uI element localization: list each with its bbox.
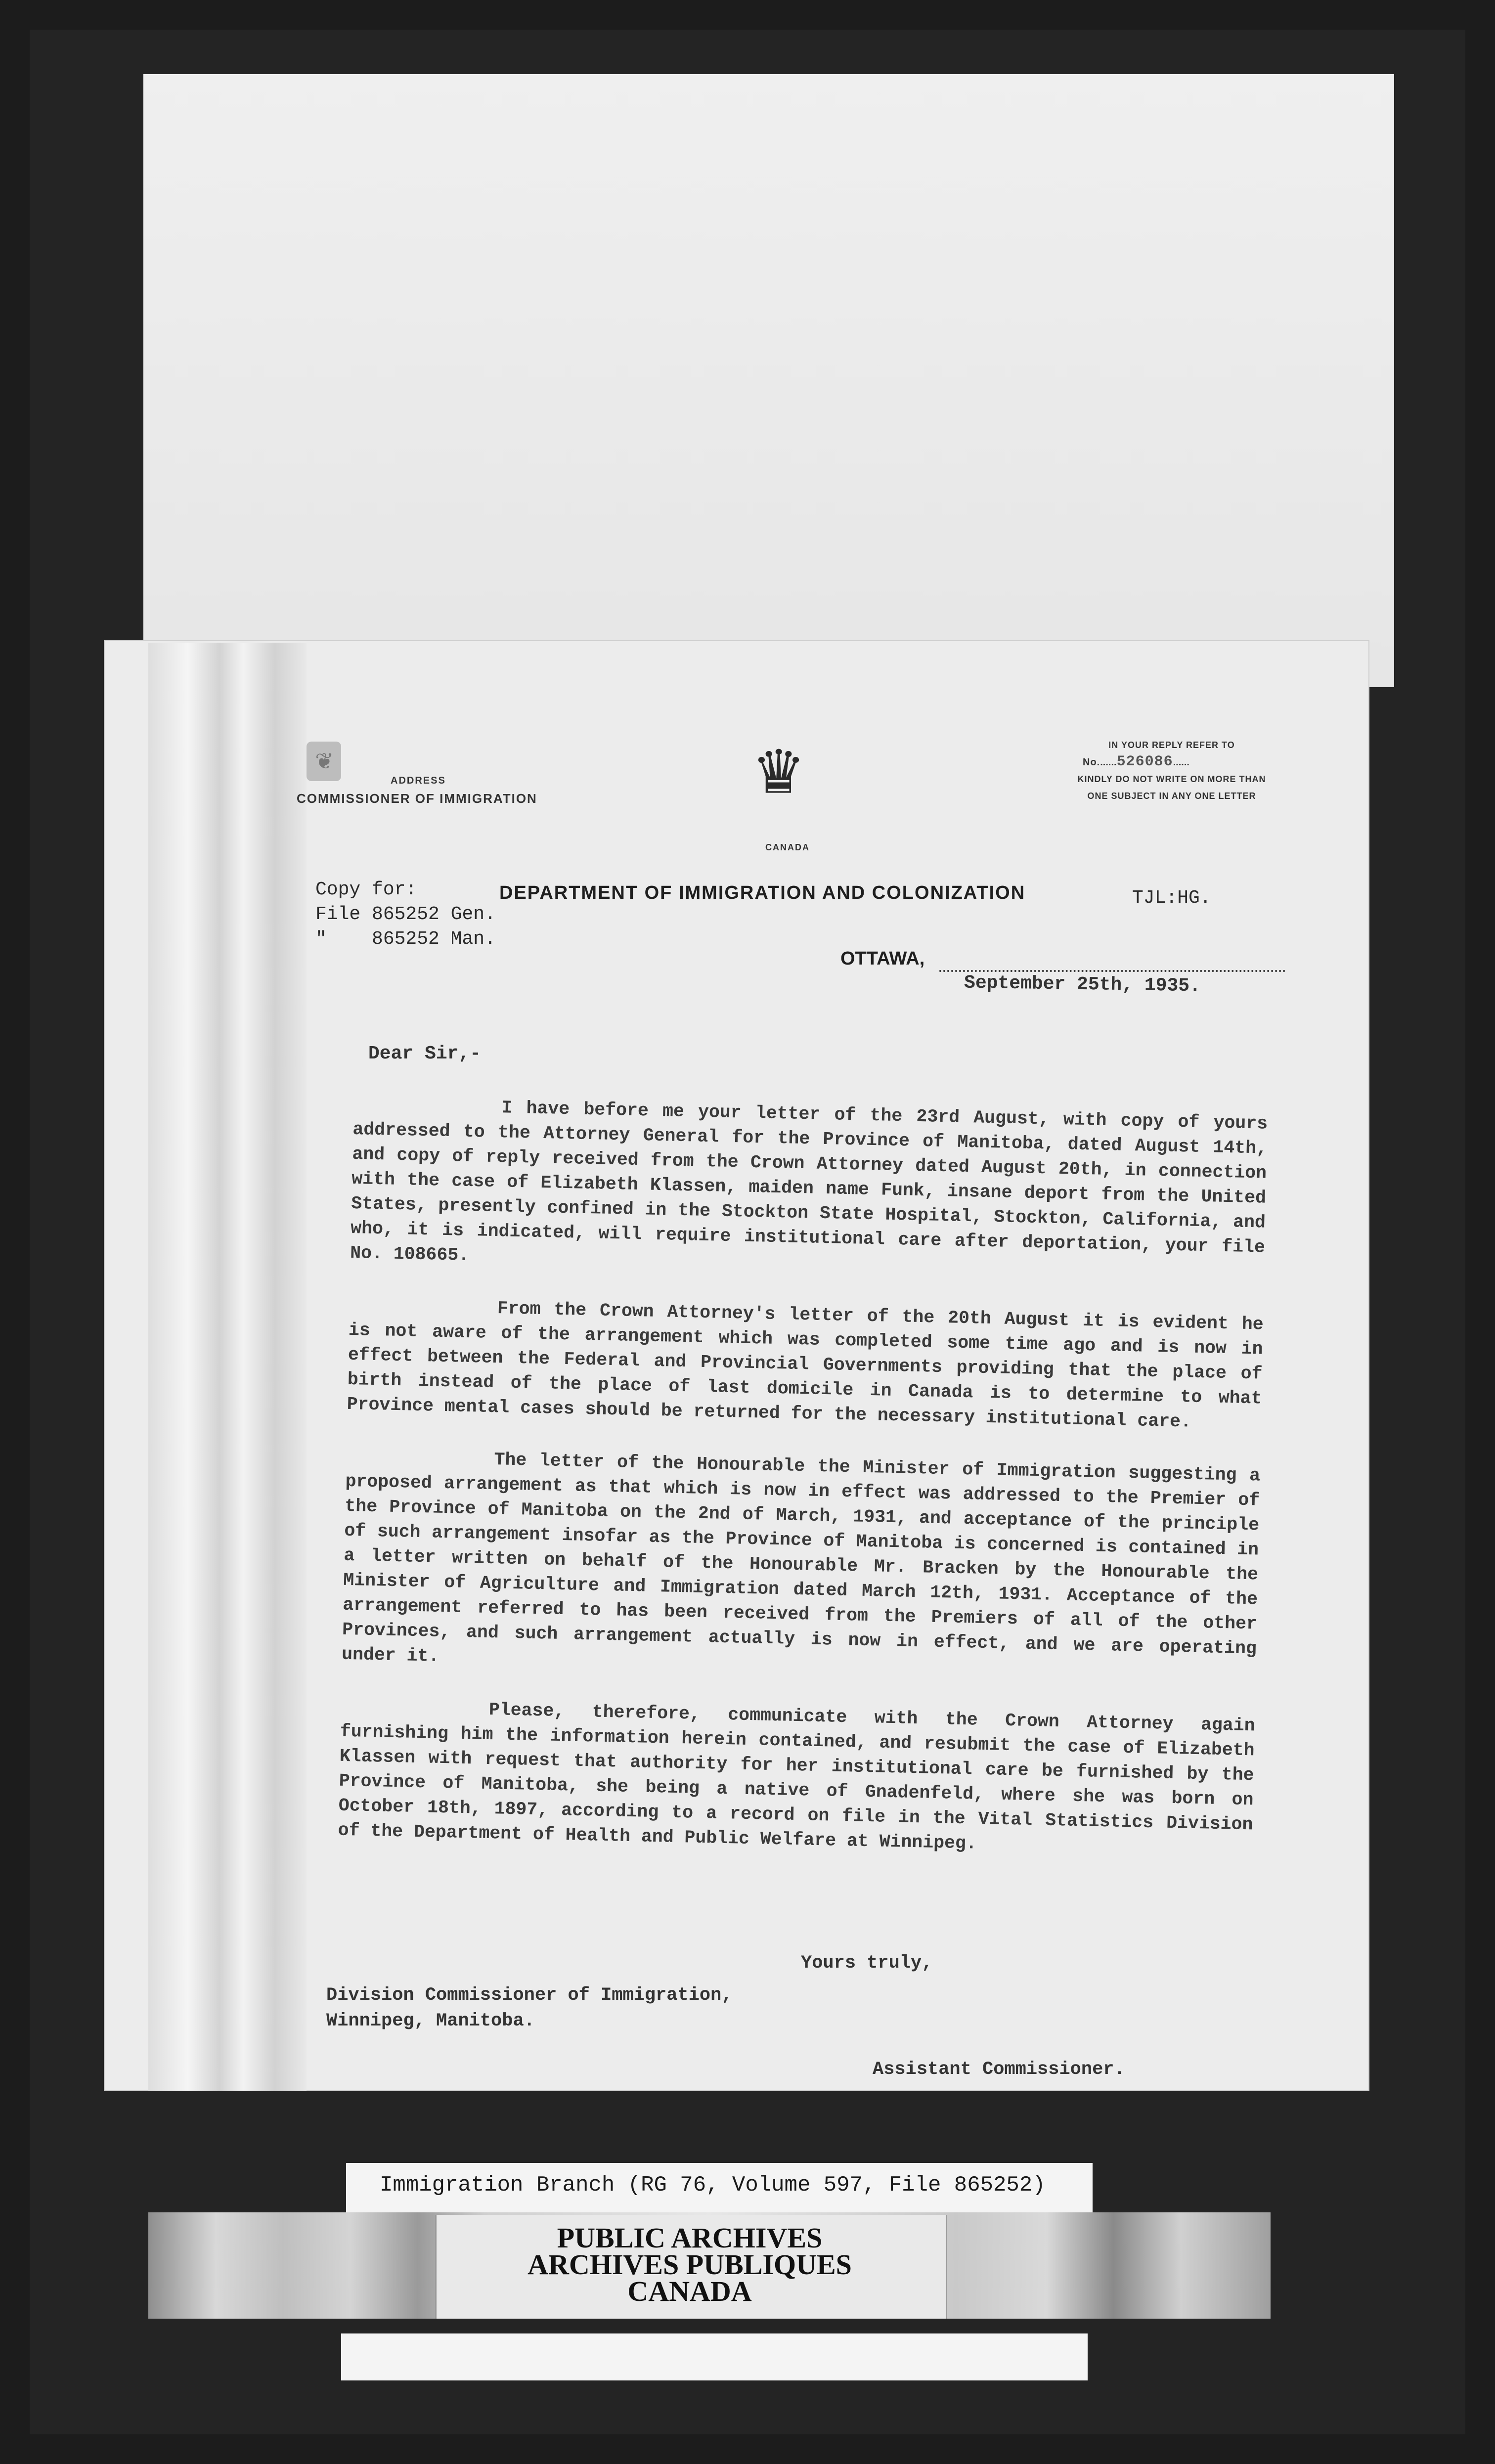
- body-paragraph-3: The letter of the Honourable the Minister of Immigration suggesting a proposed arrangement as that which is now in effect was addressed to the Premier of the Province of Manitoba on the 2nd of March, 1931, and acceptance of the principle of such arrangement insofar as the Province of Manitoba is concerned is contained in a letter written on behalf of the Honourable Mr. Bracken by the Honourable the Minister of Agriculture and Immigration dated March 12th, 1931. Acceptance of the arrangement referred to has been received from the Premiers of all of the other Provinces, and such arrangement actually is now in effect, and we are operating under it.: [341, 1450, 1261, 1667]
- reply-no-value: 526086: [1116, 753, 1173, 770]
- sheet-fold-shadow: [148, 643, 307, 2091]
- archive-line-2: ARCHIVES PUBLIQUES: [528, 2248, 852, 2281]
- reply-no-label: No.: [1083, 757, 1100, 768]
- crest-icon: ❦: [307, 742, 341, 781]
- reference-code: TJL:HG.: [1132, 887, 1211, 909]
- archive-bottom-strip: [341, 2333, 1088, 2380]
- reply-note-1: KINDLY DO NOT WRITE ON MORE THAN: [1077, 774, 1266, 784]
- country-label: CANADA: [765, 842, 810, 852]
- body-paragraph-1: I have before me your letter of the 23rd August, with copy of yours addressed to the Attorney General for the Province of Manitoba, dated August 14th, and copy of reply received from the Crown Attorney dated August 20th, in connection with the case of Elizabeth Klassen, maiden name Funk, insane deport from the United States, presently confined in the Stockton State Hospital, Stockton, California, and who, it is indicated, will require institutional care after deportation, your file No. 108665.: [350, 1098, 1268, 1266]
- reply-note-2: ONE SUBJECT IN ANY ONE LETTER: [1087, 791, 1256, 801]
- addressee-line-1: Division Commissioner of Immigration,: [326, 1985, 733, 2006]
- addressee-block: [326, 1982, 733, 2034]
- body-paragraph-4: Please, therefore, communicate with the Crown Attorney again furnishing him the information herein contained, and resubmit the case of Elizabeth Klassen with request that authority for her institutional care be furnished by the Province of Manitoba, she being a native of Gnadenfeld, where she was born on October 18th, 1897, according to a record on file in the Vital Statistics Division of the Department of Health and Public Welfare at Winnipeg.: [338, 1700, 1256, 1854]
- addressee-line-2: Winnipeg, Manitoba.: [326, 2011, 535, 2031]
- copy-for-block: [315, 878, 496, 952]
- signature-title: Assistant Commissioner.: [873, 2059, 1125, 2080]
- copy-file-line-2: " 865252 Man.: [315, 928, 496, 950]
- copy-for-label: Copy for:: [315, 879, 417, 900]
- back-sheet: [143, 74, 1394, 687]
- address-label: ADDRESS: [391, 775, 446, 786]
- coat-of-arms-icon: ♛: [756, 732, 801, 816]
- reply-number-line: No.......526086......: [1083, 753, 1189, 770]
- department-title: DEPARTMENT OF IMMIGRATION AND COLONIZATION: [499, 882, 1026, 903]
- archive-line-1: PUBLIC ARCHIVES: [557, 2222, 823, 2254]
- archive-reference: Immigration Branch (RG 76, Volume 597, File 865252): [380, 2173, 1046, 2198]
- archive-label: [435, 2222, 944, 2307]
- closing: Yours truly,: [801, 1953, 933, 1974]
- commissioner-label: COMMISSIONER OF IMMIGRATION: [297, 791, 537, 806]
- copy-file-line-1: File 865252 Gen.: [315, 904, 496, 925]
- body-paragraph-2: From the Crown Attorney's letter of the 20th August it is evident he is not aware of the arrangement which was completed some time ago and is now in effect between the Federal and Provincial Governments providing that the place of birth instead of the place of last domicile in Canada is to determine to what Province mental cases should be returned for the necessary institutional care.: [347, 1298, 1264, 1432]
- city-label: OTTAWA,: [840, 948, 925, 969]
- letter-body: [337, 1093, 1268, 1890]
- date-dotted-line: [939, 970, 1285, 972]
- reply-refer-label: IN YOUR REPLY REFER TO: [1108, 740, 1235, 750]
- letter-date: September 25th, 1935.: [964, 972, 1201, 997]
- archive-line-3: CANADA: [627, 2275, 752, 2307]
- reply-reference-block: [1053, 737, 1290, 804]
- salutation: Dear Sir,-: [368, 1043, 482, 1064]
